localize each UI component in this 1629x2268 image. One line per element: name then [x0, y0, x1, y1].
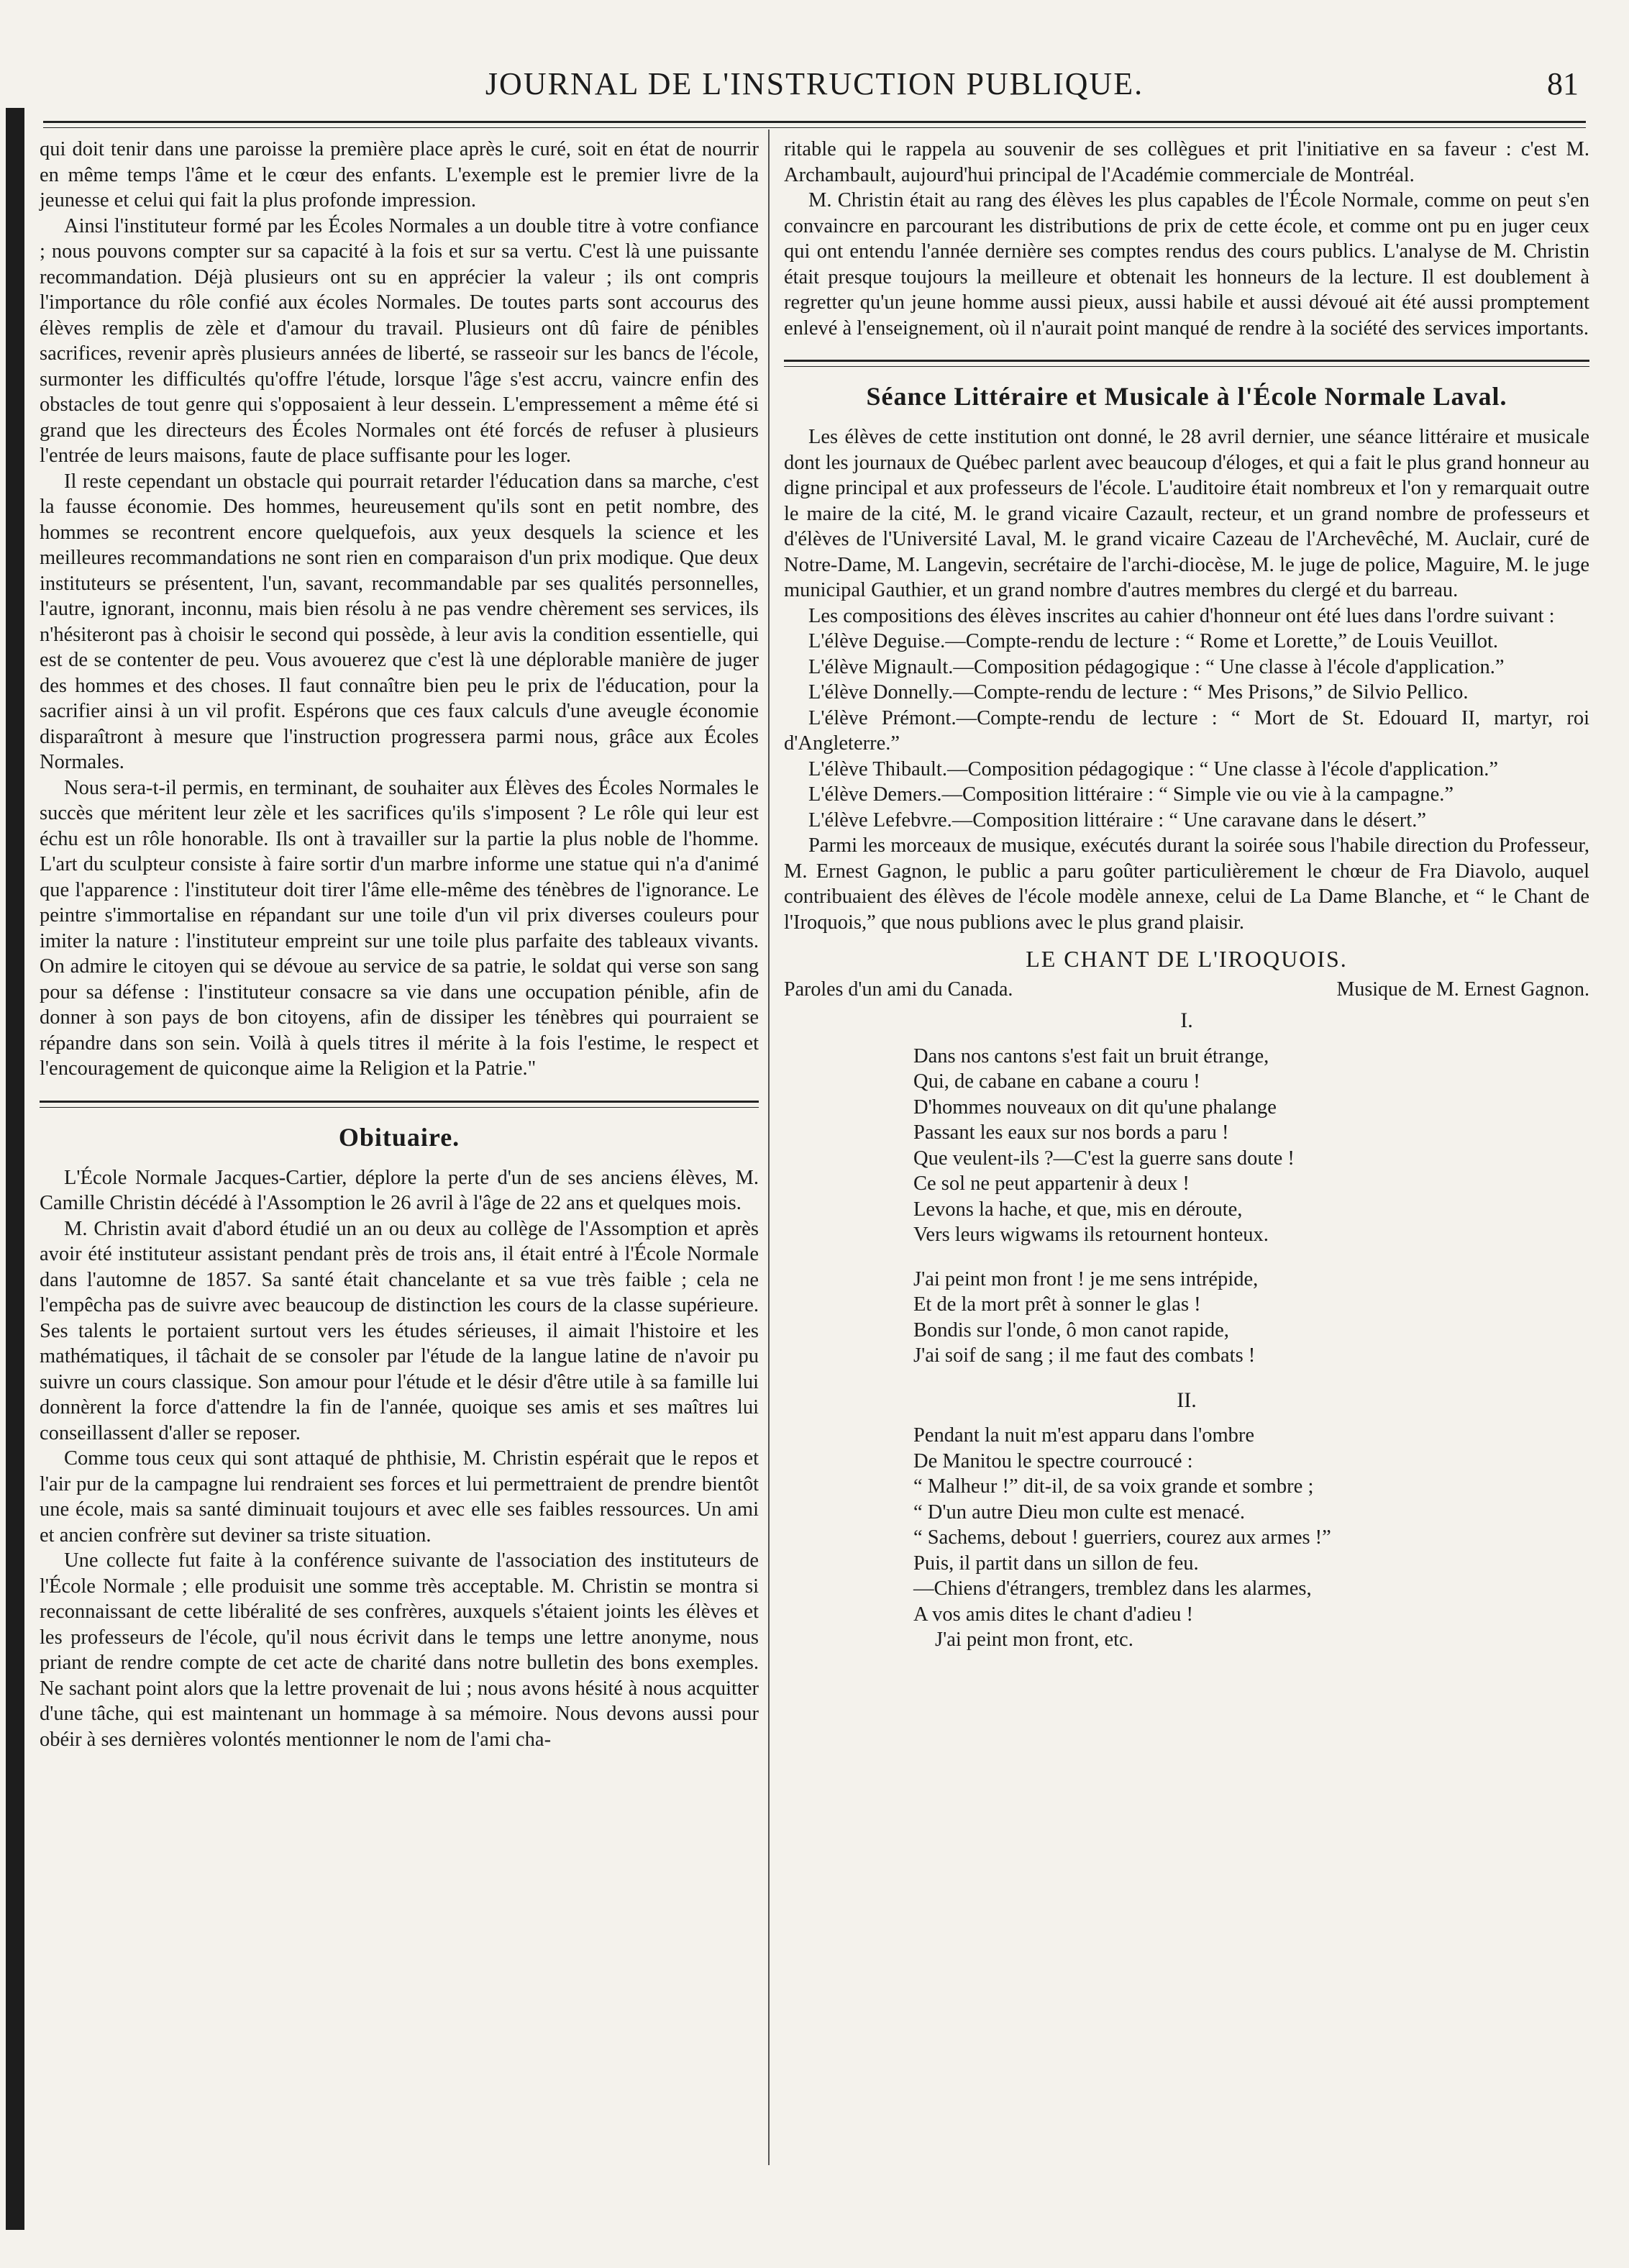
- page-header: [43, 61, 1586, 111]
- verse-line: “ D'un autre Dieu mon culte est menacé.: [913, 1500, 1245, 1524]
- composition-item: L'élève Demers.—Composition littéraire : “ Simple vie ou vie à la campagne.”: [808, 783, 1454, 806]
- verse-line: J'ai peint mon front ! je me sens intrépide,: [913, 1267, 1259, 1290]
- section-separator: [40, 1101, 759, 1108]
- journal-title: JOURNAL DE L'INSTRUCTION PUBLIQUE.: [485, 66, 1144, 101]
- obituary-paragraph: L'École Normale Jacques-Cartier, déplore la perte d'un de ses anciens élèves, M. Camille Christin décédé à l'Assomption le 26 avril à l'âge de 22 ans et quelques mois.: [40, 1166, 759, 1214]
- verse-line: De Manitou le spectre courroucé :: [913, 1449, 1193, 1472]
- seance-paragraph: Les élèves de cette institution ont donné, le 28 avril dernier, une séance littéraire et musicale dont les journaux de Québec parlent avec beaucoup d'éloges, et qui a fait le plus grand honneur au digne principal et aux professeurs de l'école. L'auditoire était nombreux et l'on y remarquait outre le maire de la cité, M. le grand vicaire Cazault, recteur, et un grand nombre de professeurs et d'élèves de l'Université Laval, M. le grand vicaire Cazeau de l'Archevêché, M. Auclair, curé de Notre-Dame, M. Langevin, secrétaire de l'archi-diocèse, M. le juge de police, Maguire, M. le juge municipal Gauthier, et un grand nombre d'autres membres du clergé et du barreau.: [784, 426, 1589, 601]
- song-credits: [784, 977, 1589, 1003]
- obituary-paragraph: M. Christin avait d'abord étudié un an ou deux au collège de l'Assomption et après avoir été instituteur assistant pendant près de trois ans, il était entré à l'École Normale dans l'automne de 1857. Sa santé était chancelante et sa vue très faible ; cela ne l'empêcha pas de suivre avec beaucoup de distinction les cours de la classe supérieure. Ses talents le portaient surtout vers les études sérieuses, il aimait l'histoire et les mathématiques, il tâchait de se consoler par l'étude de la langue latine de n'avoir pu suivre un cours classique. Son amour pour l'étude et le désir d'être utile à sa famille lui donnèrent la force d'attendre la fin de l'année, quoique ses amis et ses maîtres lui conseillassent d'aller se reposer.: [40, 1217, 759, 1444]
- page-number: 81: [1547, 66, 1579, 101]
- verse-line: Bondis sur l'onde, ô mon canot rapide,: [913, 1319, 1229, 1342]
- verse-line: A vos amis dites le chant d'adieu !: [913, 1603, 1194, 1626]
- music-credit: Musique de M. Ernest Gagnon.: [1336, 978, 1589, 1001]
- column-divider: [768, 129, 770, 2165]
- seance-title: Séance Littéraire et Musicale à l'École Normale Laval.: [866, 382, 1507, 411]
- verse-line: Que veulent-ils ?—C'est la guerre sans doute !: [913, 1147, 1295, 1170]
- music-paragraph: Parmi les morceaux de musique, exécutés durant la soirée sous l'habile direction du Professeur, M. Ernest Gagnon, le public a paru goûter particulièrement le chœur de Fra Diavolo, auquel contribuaient des élèves de l'école modèle annexe, celui de La Dame Blanche, et “ le Chant de l'Iroquois,” que nous publions avec le plus grand plaisir.: [784, 834, 1589, 934]
- section-separator: [784, 360, 1589, 367]
- verse-line: J'ai soif de sang ; il me faut des combats !: [913, 1344, 1256, 1367]
- article-paragraph: Ainsi l'instituteur formé par les Écoles Normales a un double titre à votre confiance ; nous pouvons compter sur sa capacité à la fois et sur sa vertu. C'est là une puissante recommandation. Déjà plusieurs ont su en apprécier la valeur ; ils ont compris l'importance du rôle confié aux écoles Normales. De toutes parts sont accourus des élèves remplis de zèle et d'amour du travail. Plusieurs ont dû faire de pénibles sacrifices, revenir après plusieurs années de liberté, se rasseoir sur les bancs de l'école, surmonter les difficultés qu'offre l'étude, lorsque l'âge s'est accru, vaincre enfin des obstacles de tout genre qui s'opposaient à leur dessein. L'empressement a même été si grand que les directeurs des Écoles Normales ont été forcés de refuser à plusieurs l'entrée de leurs maisons, faute de place suffisante pour les loger.: [40, 214, 759, 467]
- song-refrain: [913, 1267, 1589, 1369]
- composition-item: L'élève Thibault.—Composition pédagogique : “ Une classe à l'école d'application.”: [808, 757, 1499, 780]
- obituary-paragraph: Comme tous ceux qui sont attaqué de phthisie, M. Christin espérait que le repos et l'air pur de la campagne lui rendraient ses forces et lui permettraient de prendre bientôt une école, mais sa santé diminuait toujours et avec elle ses faibles ressources. Un ami et ancien confrère sut deviner sa triste situation.: [40, 1447, 759, 1547]
- lyrics-credit: Paroles d'un ami du Canada.: [784, 978, 1013, 1001]
- obituary-paragraph: Une collecte fut faite à la conférence suivante de l'association des instituteurs de l'École Normale ; elle produisit une somme très acceptable. M. Christin se montra si reconnaissant de cette libéralité de ses confrères, auxquels s'étaient joints les élèves et les professeurs de l'école, qu'il nous écrivit dans le temps une lettre anonyme, nous priant de rendre compte de cet acte de charité dans notre bulletin des bons exemples. Ne sachant point alors que la lettre provenait de lui ; nous avons hésité à nous acquitter d'une tâche, qui est maintenant un hommage à sa mémoire. Nous devons aussi pour obéir à ses dernières volontés mentionner le nom de l'ami cha-: [40, 1549, 759, 1751]
- article-paragraph: M. Christin était au rang des élèves les plus capables de l'École Normale, comme on peut s'en convaincre en parcourant les distributions de prix de cette école, et comme ont pu en juger ceux qui ont entendu l'année dernière ses comptes rendus des cours publics. L'analyse de M. Christin était presque toujours la meilleure et obtenait les honneurs de la lecture. Il est doublement à regretter qu'un jeune homme aussi pieux, aussi habile et aussi dévoué ait été aussi promptement enlevé à l'enseignement, où il n'aurait point manqué de rendre à la société des services importants.: [784, 189, 1589, 340]
- verse-line: Passant les eaux sur nos bords a paru !: [913, 1121, 1229, 1144]
- song-stanza: [913, 1044, 1589, 1248]
- verse-line: “ Sachems, debout ! guerriers, courez aux armes !”: [913, 1526, 1331, 1549]
- header-rule: [43, 121, 1586, 128]
- composition-item: L'élève Donnelly.—Compte-rendu de lecture : “ Mes Prisons,” de Silvio Pellico.: [808, 681, 1469, 703]
- composition-item: L'élève Lefebvre.—Composition littéraire : “ Une caravane dans le désert.”: [808, 809, 1426, 832]
- verse-line: J'ai peint mon front, etc.: [935, 1629, 1133, 1651]
- composition-item: L'élève Mignault.—Composition pédagogique : “ Une classe à l'école d'application.”: [808, 655, 1505, 678]
- article-paragraph: ritable qui le rappela au souvenir de ses collègues et prit l'initiative en sa faveur : c'est M. Archambault, aujourd'hui principal de l'Académie commerciale de Montréal.: [784, 138, 1589, 186]
- article-paragraph: qui doit tenir dans une paroisse la première place après le curé, soit en état de nourrir en même temps l'âme et le cœur des enfants. L'exemple est le premier livre de la jeunesse et celui qui fait la plus profonde impression.: [40, 138, 759, 211]
- left-column: [40, 137, 759, 1752]
- obituary-title: Obituaire.: [338, 1122, 460, 1152]
- verse-line: Et de la mort prêt à sonner le glas !: [913, 1293, 1201, 1316]
- verse-line: Vers leurs wigwams ils retournent honteux.: [913, 1224, 1269, 1246]
- verse-line: “ Malheur !” dit-il, de sa voix grande et sombre ;: [913, 1475, 1314, 1498]
- seance-paragraph: Les compositions des élèves inscrites au cahier d'honneur ont été lues dans l'ordre suivant :: [808, 604, 1555, 627]
- verse-line: Puis, il partit dans un sillon de feu.: [913, 1552, 1199, 1575]
- page-edge-binding: [6, 108, 24, 2230]
- article-paragraph: Il reste cependant un obstacle qui pourrait retarder l'éducation dans sa marche, c'est la fausse économie. Des hommes, heureusement qu'ils sont en petit nombre, des hommes se recontrent encore quelquefois, aux yeux desquels la science et les meilleures recommandations ne sont rien en comparaison d'un prix modique. Que deux instituteurs se présentent, l'un, savant, recommandable par ses qualités personnelles, l'autre, ignorant, inconnu, mais bien résolu à ne pas vendre chèrement ses services, ils n'hésiteront pas à choisir le second qui possède, à leur avis la condition essentielle, qui est de se contenter de peu. Vous avouerez que c'est là une déplorable manière de juger des hommes et des choses. Il faut connaître bien peu le prix de l'éducation, pour la sacrifier ainsi à un vil profit. Espérons que ces faux calculs d'une aveugle économie disparaîtront à mesure que l'instruction progressera parmi nous, grâce aux Écoles Normales.: [40, 470, 759, 773]
- song-stanza: [913, 1423, 1589, 1653]
- article-paragraph: Nous sera-t-il permis, en terminant, de souhaiter aux Élèves des Écoles Normales le succès que méritent leur zèle et les sacrifices qu'ils s'imposent ? Le rôle qui leur est échu est un rôle honorable. Ils ont à travailler sur la partie la plus noble de l'homme. L'art du sculpteur consiste à faire sortir d'un marbre informe une statue qui n'a d'animé que l'apparence : l'instituteur doit tirer l'âme elle-même des ténèbres de l'ignorance. Le peintre s'immortalise en répandant sur une toile d'un vil prix diverses couleurs pour imiter la nature : l'instituteur empreint sur une toile plus parfaite des tableaux vivants. On admire le citoyen qui se dévoue au service de sa patrie, le soldat qui verse son sang pour sa défense : l'instituteur consacre sa vie dans une occupation pénible, afin de donner à son pays de bon citoyens, afin de dissiper les ténèbres qui pourraient se répandre dans son sein. Voilà à quels titres il mérite à la fois l'estime, le respect et l'encouragement de quiconque aime la Religion et la Patrie.": [40, 776, 759, 1080]
- composition-item: L'élève Deguise.—Compte-rendu de lecture : “ Rome et Lorette,” de Louis Veuillot.: [808, 630, 1499, 652]
- composition-item: L'élève Prémont.—Compte-rendu de lecture : “ Mort de St. Edouard II, martyr, roi d'Angleterre.”: [784, 706, 1589, 755]
- verse-line: Levons la hache, et que, mis en déroute,: [913, 1198, 1243, 1221]
- verse-line: Ce sol ne peut appartenir à deux !: [913, 1172, 1190, 1195]
- right-column: [784, 137, 1589, 1672]
- song-part-number: I.: [1180, 1008, 1193, 1032]
- verse-line: Dans nos cantons s'est fait un bruit étrange,: [913, 1044, 1269, 1067]
- verse-line: Pendant la nuit m'est apparu dans l'ombre: [913, 1424, 1255, 1447]
- song-part-number: II.: [1177, 1388, 1197, 1412]
- verse-line: Qui, de cabane en cabane a couru !: [913, 1070, 1200, 1093]
- verse-line: D'hommes nouveaux on dit qu'une phalange: [913, 1096, 1277, 1119]
- verse-line: —Chiens d'étrangers, tremblez dans les alarmes,: [913, 1577, 1312, 1600]
- song-title: LE CHANT DE L'IROQUOIS.: [1026, 946, 1348, 972]
